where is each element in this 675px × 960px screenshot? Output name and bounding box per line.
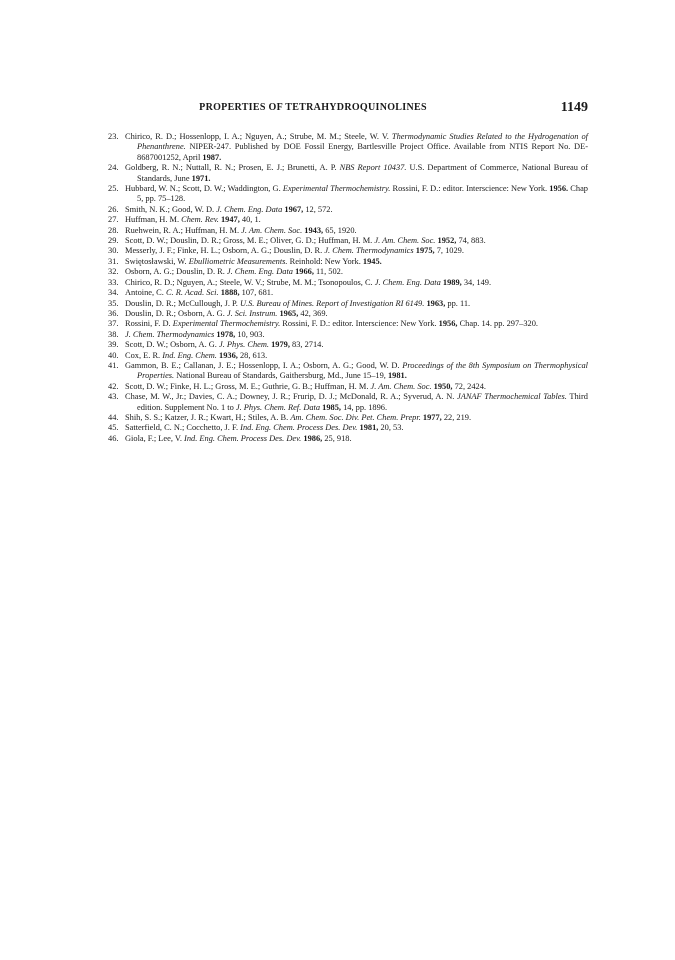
reference-number: 25. xyxy=(108,184,119,194)
reference-text xyxy=(125,351,588,361)
reference-text xyxy=(125,246,588,256)
reference-italic-segment: J. Phys. Chem. Ref. Data xyxy=(235,402,321,412)
reference-item xyxy=(108,226,588,236)
reference-italic-segment: U.S. Bureau of Mines. Report of Investigation RI 6149. xyxy=(239,298,425,308)
reference-year: 1966, xyxy=(295,267,314,277)
reference-number: 39. xyxy=(108,340,119,350)
reference-item xyxy=(108,351,588,361)
reference-year: 1956, xyxy=(438,319,458,329)
reference-italic-segment: J. Am. Chem. Soc. xyxy=(370,381,432,391)
reference-text xyxy=(125,132,588,163)
reference-segment: U.S. Department of Commerce, National Bureau of Standards, June xyxy=(137,163,588,183)
reference-italic-segment: Experimental Thermochemistry. xyxy=(282,184,391,194)
reference-segment: 34, 149. xyxy=(461,277,492,287)
reference-italic-segment: J. Chem. Eng. Data xyxy=(216,204,283,214)
reference-segment: 40, 1. xyxy=(239,215,261,225)
reference-number: 42. xyxy=(108,381,119,391)
reference-year: 1888, xyxy=(220,288,240,298)
reference-number: 27. xyxy=(108,215,119,225)
reference-segment: Scott, D. W.; Osborn, A. G. xyxy=(125,340,219,350)
reference-text xyxy=(125,319,588,329)
reference-text xyxy=(125,288,588,298)
reference-segment: 22, 219. xyxy=(441,412,472,422)
reference-year: 1950, xyxy=(433,381,453,391)
reference-text xyxy=(125,434,588,444)
reference-segment: 107, 681. xyxy=(239,288,274,298)
reference-segment: 14, pp. 1896. xyxy=(341,402,388,412)
reference-italic-segment: Proceedings of the 8th Symposium on Thermophysical Properties. xyxy=(137,360,588,381)
reference-segment: 10, 903. xyxy=(235,329,265,339)
reference-item xyxy=(108,361,588,382)
reference-segment: Osborn, A. G.; Douslin, D. R. xyxy=(125,267,227,277)
reference-segment: Gammon, B. E.; Callanan, J. E.; Hossenlopp, I. A.; Osborn, A. G.; Good, W. D. xyxy=(125,360,403,370)
reference-segment: Antoine, C. xyxy=(125,288,166,298)
reference-segment: 42, 369. xyxy=(298,308,328,318)
reference-number: 43. xyxy=(108,392,119,402)
reference-segment: 65, 1920. xyxy=(323,225,357,235)
reference-segment: 20, 53. xyxy=(378,423,404,433)
reference-number: 26. xyxy=(108,204,119,214)
reference-segment: 72, 2424. xyxy=(452,381,486,391)
reference-text xyxy=(125,226,588,236)
reference-number: 46. xyxy=(108,433,119,443)
reference-number: 34. xyxy=(108,288,119,298)
reference-number: 45. xyxy=(108,423,119,433)
reference-item xyxy=(108,246,588,256)
reference-year: 1943, xyxy=(304,225,324,235)
reference-item xyxy=(108,215,588,225)
reference-italic-segment: J. Chem. Thermodynamics xyxy=(324,246,414,256)
reference-year: 1971. xyxy=(191,173,211,183)
reference-italic-segment: J. Sci. Instrum. xyxy=(226,308,278,318)
page-number: 1149 xyxy=(560,100,588,115)
reference-italic-segment: Ind. Eng. Chem. Process Des. Dev. xyxy=(240,423,358,433)
reference-segment: 74, 883. xyxy=(456,236,486,246)
reference-italic-segment: Am. Chem. Soc. Div. Pet. Chem. Prepr. xyxy=(290,412,421,422)
reference-text xyxy=(125,309,588,319)
reference-text xyxy=(125,184,588,205)
page-header xyxy=(108,100,588,118)
reference-number: 35. xyxy=(108,298,119,308)
reference-number: 40. xyxy=(108,350,119,360)
reference-year: 1981, xyxy=(359,423,379,433)
reference-item xyxy=(108,392,588,413)
reference-italic-segment: JANAF Thermochemical Tables. xyxy=(457,392,567,402)
reference-segment: 28, 613. xyxy=(237,350,268,360)
reference-segment: Chase, M. W., Jr.; Davies, C. A.; Downey, J. R.; Frurip, D. J.; McDonald, R. A.; Syverud, A. N. xyxy=(125,392,457,402)
reference-text xyxy=(125,205,588,215)
reference-italic-segment: J. Am. Chem. Soc. xyxy=(374,236,436,246)
reference-segment: 7, 1029. xyxy=(434,246,464,256)
reference-item xyxy=(108,267,588,277)
reference-segment: Chirico, R. D.; Hossenlopp, I. A.; Nguyen, A.; Strube, M. M.; Steele, W. V. xyxy=(125,132,392,141)
reference-segment: Chap 5, pp. 75–128. xyxy=(137,184,588,204)
reference-item xyxy=(108,340,588,350)
reference-item xyxy=(108,288,588,298)
reference-text xyxy=(125,413,588,423)
reference-year: 1975, xyxy=(415,246,435,256)
reference-segment: Rossini, F. D.: editor. Interscience: New York. xyxy=(280,319,439,329)
reference-item xyxy=(108,413,588,423)
reference-number: 24. xyxy=(108,163,119,173)
reference-text xyxy=(125,215,588,225)
reference-italic-segment: Experimental Thermochemistry. xyxy=(172,319,281,329)
reference-text xyxy=(125,340,588,350)
reference-year: 1965, xyxy=(279,308,299,318)
reference-segment: Shih, S. S.; Katzer, J. R.; Kwart, H.; Stiles, A. B. xyxy=(125,412,291,422)
reference-segment: Giola, F.; Lee, V. xyxy=(125,433,185,443)
reference-text xyxy=(125,257,588,267)
reference-segment: 83, 2714. xyxy=(289,340,324,350)
reference-item xyxy=(108,423,588,433)
reference-segment: Ruehwein, R. A.; Huffman, H. M. xyxy=(125,225,242,235)
reference-segment: Cox, E. R. xyxy=(125,350,163,360)
reference-segment: Rossini, F. D.: editor. Interscience: New York. xyxy=(390,184,550,194)
reference-segment: National Bureau of Standards, Gaithersburg, Md., June 15–19, xyxy=(174,371,388,381)
reference-text xyxy=(125,278,588,288)
reference-italic-segment: Ind. Eng. Chem. Process Des. Dev. xyxy=(184,433,302,443)
reference-text xyxy=(125,361,588,382)
reference-number: 30. xyxy=(108,246,119,256)
reference-number: 32. xyxy=(108,267,119,277)
reference-year: 1963, xyxy=(426,298,446,308)
reference-text xyxy=(125,392,588,413)
reference-year: 1985, xyxy=(322,402,342,412)
reference-item xyxy=(108,257,588,267)
reference-text xyxy=(125,382,588,392)
reference-year: 1952, xyxy=(437,236,457,246)
reference-italic-segment: C. R. Acad. Sci. xyxy=(165,288,219,298)
running-title: PROPERTIES OF TETRAHYDROQUINOLINES xyxy=(199,102,427,113)
reference-segment: Chap. 14. pp. 297–320. xyxy=(457,319,538,329)
reference-item xyxy=(108,330,588,340)
reference-segment: Chirico, R. D.; Nguyen, A.; Steele, W. V.; Strube, M. M.; Tsonopoulos, C. xyxy=(125,277,375,287)
reference-text xyxy=(125,163,588,184)
reference-segment: 25, 918. xyxy=(322,433,352,443)
reference-item xyxy=(108,382,588,392)
reference-item xyxy=(108,236,588,246)
reference-year: 1986, xyxy=(303,433,323,443)
reference-segment: Smith, N. K.; Good, W. D. xyxy=(125,204,217,214)
reference-italic-segment: J. Chem. Eng. Data xyxy=(374,277,441,287)
reference-number: 37. xyxy=(108,319,119,329)
reference-text xyxy=(125,267,588,277)
reference-segment: Reinhold: New York. xyxy=(287,256,363,266)
reference-text xyxy=(125,299,588,309)
reference-item xyxy=(108,278,588,288)
reference-number: 23. xyxy=(108,132,119,141)
reference-segment: Hubbard, W. N.; Scott, D. W.; Waddington, G. xyxy=(125,184,283,194)
reference-item xyxy=(108,132,588,163)
reference-segment: Scott, D. W.; Finke, H. L.; Gross, M. E.; Guthrie, G. B.; Huffman, H. M. xyxy=(125,381,371,391)
reference-italic-segment: Ebulliometric Measurements. xyxy=(188,256,288,266)
reference-item xyxy=(108,184,588,205)
reference-italic-segment: Thermodynamic Studies Related to the Hydrogenation of Phenanthrene. xyxy=(137,132,588,152)
reference-segment: Satterfield, C. N.; Cocchetto, J. F. xyxy=(125,423,241,433)
reference-year: 1977, xyxy=(422,412,442,422)
reference-italic-segment: J. Am. Chem. Soc. xyxy=(241,225,303,235)
reference-item xyxy=(108,163,588,184)
reference-segment: Douslin, D. R.; Osborn, A. G. xyxy=(125,308,227,318)
reference-item xyxy=(108,319,588,329)
reference-number: 31. xyxy=(108,256,119,266)
reference-italic-segment: NBS Report 10437. xyxy=(339,163,407,173)
reference-number: 29. xyxy=(108,236,119,246)
reference-italic-segment: Ind. Eng. Chem. xyxy=(162,350,217,360)
reference-italic-segment: J. Chem. Thermodynamics xyxy=(125,329,215,339)
reference-year: 1945. xyxy=(362,256,382,266)
reference-number: 38. xyxy=(108,329,119,339)
reference-italic-segment: J. Phys. Chem. xyxy=(219,340,270,350)
reference-year: 1967, xyxy=(284,204,304,214)
reference-number: 36. xyxy=(108,308,119,318)
reference-year: 1979, xyxy=(271,340,290,350)
page xyxy=(108,100,588,444)
reference-number: 28. xyxy=(108,225,119,235)
reference-segment: Rossini, F. D. xyxy=(125,319,173,329)
reference-list xyxy=(108,132,588,444)
reference-item xyxy=(108,309,588,319)
reference-segment: pp. 11. xyxy=(445,298,471,308)
reference-year: 1947, xyxy=(220,215,240,225)
reference-segment: 12, 572. xyxy=(303,204,333,214)
reference-text xyxy=(125,330,588,340)
reference-year: 1978, xyxy=(216,329,236,339)
reference-year: 1981. xyxy=(387,371,407,381)
reference-segment: Scott, D. W.; Douslin, D. R.; Gross, M. E.; Oliver, G. D.; Huffman, H. M. xyxy=(125,236,375,246)
reference-item xyxy=(108,299,588,309)
reference-number: 41. xyxy=(108,360,119,370)
reference-segment: Douslin, D. R.; McCullough, J. P. xyxy=(125,298,240,308)
reference-year: 1956. xyxy=(549,184,569,194)
reference-year: 1936, xyxy=(219,350,238,360)
reference-item xyxy=(108,434,588,444)
reference-segment: Huffman, H. M. xyxy=(125,215,182,225)
reference-year: 1989, xyxy=(442,277,462,287)
reference-segment: Goldberg, R. N.; Nuttall, R. N.; Prosen, E. J.; Brunetti, A. P. xyxy=(125,163,340,173)
reference-segment: Messerly, J. F.; Finke, H. L.; Osborn, A. G.; Douslin, D. R. xyxy=(125,246,325,256)
reference-number: 44. xyxy=(108,412,119,422)
reference-segment: Swiętosławski, W. xyxy=(125,256,189,266)
reference-segment: NIPER-247. Published by DOE Fossil Energy, Bartlesville Project Office. Available from NTIS Report No. DE-8687001252, April xyxy=(137,142,588,162)
reference-italic-segment: J. Chem. Eng. Data xyxy=(226,267,293,277)
reference-segment: Third edition. Supplement No. 1 to xyxy=(137,392,588,412)
reference-text xyxy=(125,236,588,246)
reference-segment: 11, 502. xyxy=(313,267,343,277)
reference-item xyxy=(108,205,588,215)
reference-italic-segment: Chem. Rev. xyxy=(181,215,219,225)
reference-text xyxy=(125,423,588,433)
reference-year: 1987. xyxy=(202,152,222,162)
reference-number: 33. xyxy=(108,277,119,287)
